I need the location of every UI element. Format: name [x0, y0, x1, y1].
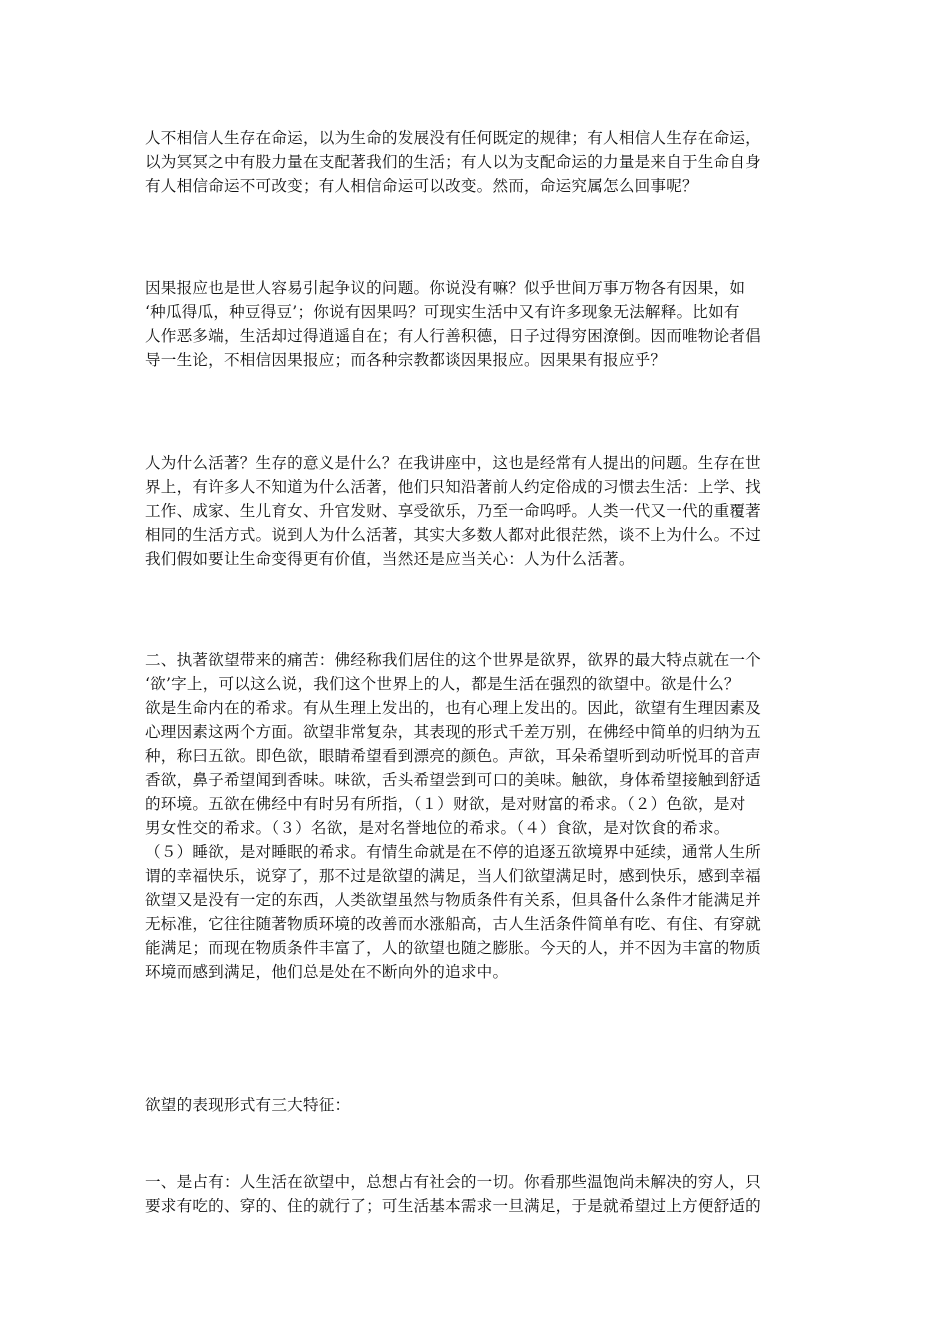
text-line: 要求有吃的、穿的、住的就行了；可生活基本需求一旦满足，于是就希望过上方便舒适的 [145, 1197, 761, 1215]
text-line: 种，称曰五欲。即色欲，眼睛希望看到漂亮的颜色。声欲，耳朵希望听到动听悦耳的音声 [145, 747, 761, 765]
text-line: 欲望又是没有一定的东西，人类欲望虽然与物质条件有关系，但具备什么条件才能满足并 [145, 891, 761, 909]
text-line: 的环境。五欲在佛经中有时另有所指，（１）财欲，是对财富的希求。（２）色欲，是对 [145, 795, 746, 813]
text-line: 香欲，鼻子希望闻到香味。味欲，舌头希望尝到可口的美味。触欲，身体希望接触到舒适 [145, 771, 761, 789]
text-line: 工作、成家、生儿育女、升官发财、享受欲乐，乃至一命呜呼。人类一代又一代的重覆著 [145, 502, 761, 520]
text-line: 导一生论，不相信因果报应；而各种宗教都谈因果报应。因果果有报应乎？ [145, 351, 667, 369]
text-line: 欲是生命内在的希求。有从生理上发出的，也有心理上发出的。因此，欲望有生理因素及 [145, 699, 761, 717]
paragraph-karma [145, 276, 817, 372]
text-line: 以为冥冥之中有股力量在支配著我们的生活；有人以为支配命运的力量是来自于生命自身 [145, 153, 761, 171]
text-line: 心理因素这两个方面。欲望非常复杂，其表现的形式千差万别，在佛经中简单的归纳为五 [145, 723, 761, 741]
paragraph-meaning-of-life [145, 451, 817, 571]
text-line: 人为什么活著？生存的意义是什么？在我讲座中，这也是经常有人提出的问题。生存在世 [145, 454, 761, 472]
paragraph-three-features [145, 1093, 817, 1117]
text-line: 二、执著欲望带来的痛苦：佛经称我们居住的这个世界是欲界，欲界的最大特点就在一个 [145, 651, 761, 669]
paragraph-fate [145, 126, 817, 198]
text-line: 谓的幸福快乐，说穿了，那不过是欲望的满足，当人们欲望满足时，感到快乐，感到幸福 [145, 867, 761, 885]
paragraph-possession [145, 1170, 817, 1218]
text-line: 界上，有许多人不知道为什么活著，他们只知沿著前人约定俗成的习惯去生活：上学、找 [145, 478, 761, 496]
text-line: 人不相信人生存在命运，以为生命的发展没有任何既定的规律；有人相信人生存在命运， [145, 129, 761, 147]
text-line: 男女性交的希求。（３）名欲，是对名誉地位的希求。（４）食欲，是对饮食的希求。 [145, 819, 730, 837]
text-line: 无标准，它往往随著物质环境的改善而水涨船高，古人生活条件简单有吃、有住、有穿就 [145, 915, 761, 933]
text-line: 人作恶多端，生活却过得逍遥自在；有人行善积德，日子过得穷困潦倒。因而唯物论者倡 [145, 327, 761, 345]
text-line: 一、是占有：人生活在欲望中，总想占有社会的一切。你看那些温饱尚未解决的穷人，只 [145, 1173, 761, 1191]
text-line: 环境而感到满足，他们总是处在不断向外的追求中。 [145, 963, 509, 981]
paragraph-desire-suffering [145, 648, 817, 984]
text-line: 因果报应也是世人容易引起争议的问题。你说没有嘛？似乎世间万事万物各有因果，如 [145, 279, 746, 297]
text-line: 相同的生活方式。说到人为什么活著，其实大多数人都对此很茫然，谈不上为什么。不过 [145, 526, 761, 544]
text-line: 能满足；而现在物质条件丰富了，人的欲望也随之膨胀。今天的人，并不因为丰富的物质 [145, 939, 761, 957]
text-line: ‘种瓜得瓜，种豆得豆’；你说有因果吗？可现实生活中又有许多现象无法解释。比如有 [145, 303, 740, 321]
text-line: 有人相信命运不可改变；有人相信命运可以改变。然而，命运究属怎么回事呢？ [145, 177, 698, 195]
text-line: （５）睡欲，是对睡眠的希求。有情生命就是在不停的追逐五欲境界中延续，通常人生所 [145, 843, 761, 861]
text-line: 欲望的表现形式有三大特征： [145, 1096, 351, 1114]
text-line: 我们假如要让生命变得更有价值，当然还是应当关心：人为什么活著。 [145, 550, 635, 568]
text-line: ‘欲’字上，可以这么说，我们这个世界上的人，都是生活在强烈的欲望中。欲是什么？ [145, 675, 740, 693]
